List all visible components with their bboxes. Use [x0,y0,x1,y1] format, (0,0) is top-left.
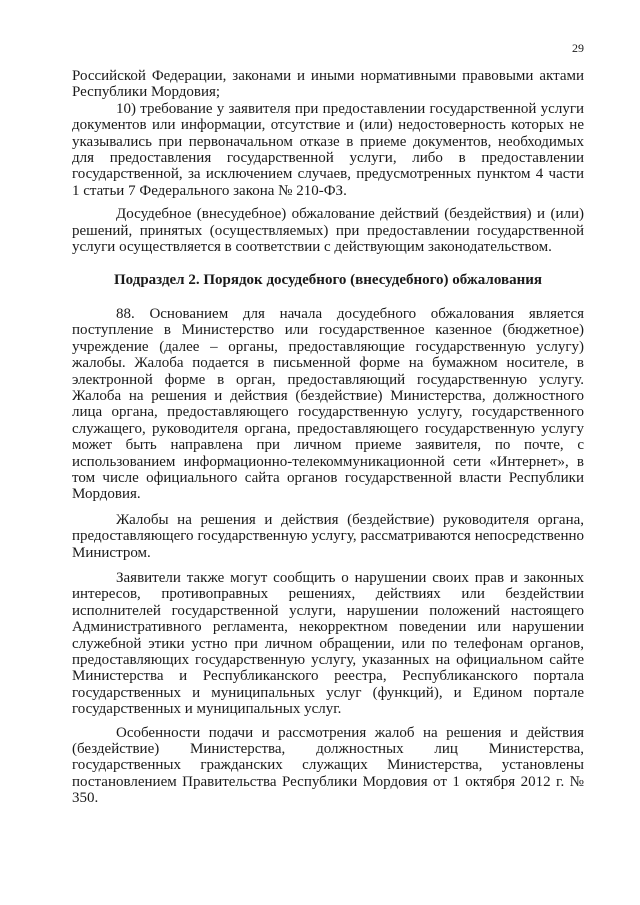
page-number: 29 [572,41,584,55]
paragraph-applicants-report: Заявители также могут сообщить о нарушении своих прав и законных интересов, противоправных решениях, действиях или бездействии исполнителей государственной услуги, нарушении положений настоящего Административного регламента, некорректном поведении или нарушении служебной этики устно при личном обращении, или по телефонам органов, предоставляющих государственную услугу, указанных на официальном сайте Министерства и Республиканского реестра, Республиканского портала государственных и муниципальных услуг (функций), и Едином портале государственных и муниципальных услуг. [72,569,584,718]
page-body [72,68,584,807]
paragraph-complaints-head: Жалобы на решения и действия (бездействие) руководителя органа, предоставляющего государственную услугу, рассматриваются непосредственно Министром. [72,511,584,561]
section-heading: Подраздел 2. Порядок досудебного (внесудебного) обжалования [114,272,542,289]
paragraph-item-10: 10) требование у заявителя при предоставлении государственной услуги документов или информации, отсутствие и (или) недостоверность которых не указывались при первоначальном отказе в приеме документов, необходимых для предоставления государственной услуги, либо в предоставлении государственной, за исключением случаев, предусмотренных пунктом 4 части 1 статьи 7 Федерального закона № 210-ФЗ. [72,100,584,199]
paragraph-continuation: Российской Федерации, законами и иными нормативными правовыми актами Республики Мордовия; [72,68,584,101]
paragraph-appeal-general: Досудебное (внесудебное) обжалование действий (бездействия) и (или) решений, принятых (осуществляемых) при предоставлении государственной услуги осуществляется в соответствии с действующим законодательством. [72,206,584,256]
paragraph-complaint-features: Особенности подачи и рассмотрения жалоб на решения и действия (бездействие) Министерства, должностных лиц Министерства, государственных гражданских служащих Министерства, установлены постановлением Правительства Республики Мордовия от 1 октября 2012 г. № 350. [72,724,584,807]
paragraph-88: 88. Основанием для начала досудебного обжалования является поступление в Министерство или государственное казенное (бюджетное) учреждение (далее – органы, предоставляющие государственную услугу) жалобы. Жалоба подается в письменной форме на бумажном носителе, в электронной форме в орган, предоставляющий государственную услугу. Жалоба на решения и действия (бездействие) Министерства, должностного лица органа, предоставляющего государственную услугу, государственного служащего, руководителя органа, предоставляющего государственную услугу может быть направлена при личном приеме заявителя, по почте, с использованием информационно-телекоммуникационной сети «Интернет», в том числе официального сайта органов государственной власти Республики Мордовия. [72,305,584,503]
